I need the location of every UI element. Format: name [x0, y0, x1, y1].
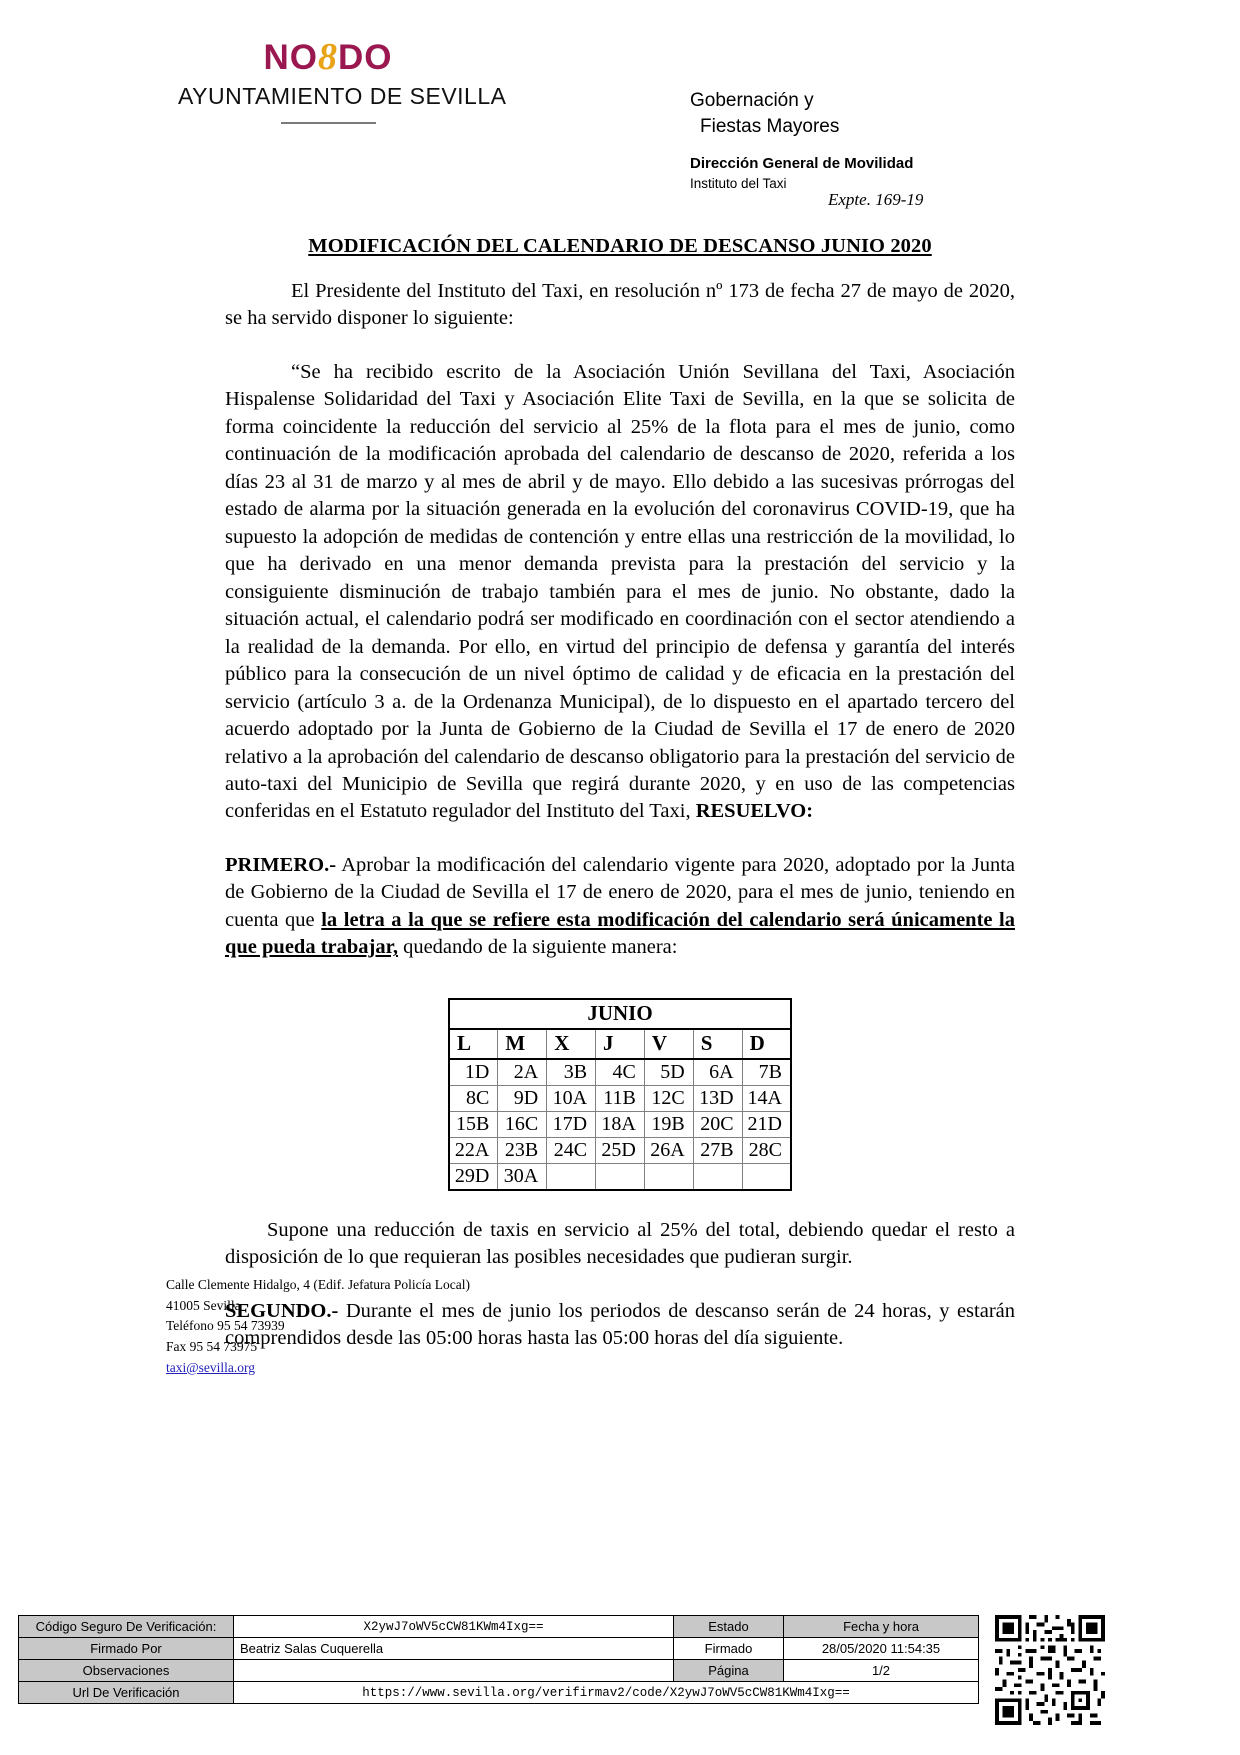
url-value[interactable]: https://www.sevilla.org/verifirmav2/code/X2ywJ7oWV5cCW81KWm4Ixg==: [234, 1682, 979, 1704]
calendar-cell: 15B: [449, 1111, 498, 1137]
paragraph-reduccion: Supone una reducción de taxis en servicio al 25% del total, debiendo quedar el resto a disposición de lo que requieran las posibles necesidades que pudieran surgir.: [225, 1218, 1015, 1269]
url-label: Url De Verificación: [19, 1682, 234, 1704]
instituto-taxi-subtitle: Instituto del Taxi: [690, 176, 787, 191]
expediente-number: Expte. 169-19: [828, 190, 924, 209]
calendar-cell: 2A: [498, 1059, 547, 1086]
calendar-month-header: JUNIO: [449, 999, 791, 1029]
address-street: Calle Clemente Hidalgo, 4 (Edif. Jefatura Policía Local): [166, 1277, 471, 1292]
calendar-cell: 1D: [449, 1059, 498, 1086]
primero-label: PRIMERO.-: [225, 853, 337, 876]
calendar-cell: 4C: [596, 1059, 645, 1086]
csv-label: Código Seguro De Verificación:: [19, 1616, 234, 1638]
address-fax: Fax 95 54 73975: [166, 1338, 258, 1354]
calendar-cell: 22A: [449, 1137, 498, 1163]
estado-label: Estado: [674, 1616, 784, 1638]
dow-sabado: S: [693, 1029, 742, 1059]
calendar-cell: 26A: [644, 1137, 693, 1163]
verification-footer: [18, 1615, 978, 1704]
direccion-general-title: Dirección General de Movilidad: [690, 155, 914, 172]
observaciones-label: Observaciones: [19, 1660, 234, 1682]
dow-martes: M: [498, 1029, 547, 1059]
department-block: [690, 88, 839, 139]
calendar-cell: 18A: [596, 1111, 645, 1137]
address-phone: Teléfono 95 54 73939: [166, 1318, 285, 1334]
verification-row-observaciones: [19, 1660, 979, 1682]
calendar-cell: 20C: [693, 1111, 742, 1137]
calendar-table-wrapper: [225, 998, 1015, 1191]
document-header: [0, 0, 1240, 225]
nosdo-prefix: NO: [263, 38, 318, 77]
direccion-block: [690, 153, 913, 194]
verification-table: [18, 1615, 979, 1704]
firmado-label: Firmado Por: [19, 1638, 234, 1660]
calendar-cell: 28C: [742, 1137, 791, 1163]
dow-jueves: J: [596, 1029, 645, 1059]
paragraph-resolucion-text: “Se ha recibido escrito de la Asociación Unión Sevillana del Taxi, Asociación Hispalense Solidaridad del Taxi y Asociación Elite Taxi de Sevilla, en la que se solicita de forma coincidente la reducción del servicio al 25% de la flota para el mes de junio, como continuación de la modificación aprobada del calendario de descanso de 2020, referida a los días 23 al 31 de marzo y al mes de abril y de mayo. Ello debido a las sucesivas prórrogas del estado de alarma por la situación generada en la evolución del coronavirus COVID-19, que ha supuesto la adopción de medidas de contención y entre ellas una restricción de la movilidad, lo que ha derivado en una menor demanda prevista para la prestación del servicio y la consiguiente disminución de trabajo también para el mes de junio. No obstante, dado la situación actual, el calendario podrá ser modificado en coordinación con el sector atendiendo a la realidad de la demanda. Por ello, en virtud del principio de defensa y garantía del interés público para la consecución de un nivel óptimo de calidad y de eficacia en la prestación del servicio (artículo 3 a. de la Ordenanza Municipal), de lo dispuesto en el apartado tercero del acuerdo adoptado por la Junta de Gobierno de la Ciudad de Sevilla el 17 de enero de 2020 relativo a la aprobación del calendario de descanso obligatorio para la prestación del servicio de auto-taxi del Municipio de Sevilla que regirá durante 2020, y en uso de las competencias conferidas en el Estatuto regulador del Instituto del Taxi,: [225, 360, 1015, 823]
document-body: [225, 258, 1015, 1353]
calendar-week-row: [449, 1163, 791, 1190]
calendar-cell: 30A: [498, 1163, 547, 1190]
primero-text-after: quedando de la siguiente manera:: [397, 936, 678, 959]
ayuntamiento-logo: [178, 36, 507, 124]
paragraph-primero: [225, 852, 1015, 962]
calendar-cell: 8C: [449, 1085, 498, 1111]
calendar-cell-empty: [742, 1163, 791, 1190]
nosdo-suffix: DO: [338, 38, 393, 77]
calendar-cell: 27B: [693, 1137, 742, 1163]
calendar-cell: 9D: [498, 1085, 547, 1111]
logo-subtitle: AYUNTAMIENTO DE SEVILLA: [178, 83, 507, 109]
department-line-2: Fiestas Mayores: [700, 115, 840, 137]
calendar-cell: 21D: [742, 1111, 791, 1137]
fecha-label: Fecha y hora: [784, 1616, 979, 1638]
calendar-week-row: [449, 1111, 791, 1137]
segundo-label: SEGUNDO.-: [225, 1299, 339, 1322]
fecha-value: 28/05/2020 11:54:35: [784, 1638, 979, 1660]
calendar-cell: 24C: [547, 1137, 596, 1163]
junio-calendar-table: [448, 998, 792, 1191]
pagina-value: 1/2: [784, 1660, 979, 1682]
calendar-cell: 12C: [644, 1085, 693, 1111]
spacer: [225, 1191, 1015, 1217]
page-title: MODIFICACIÓN DEL CALENDARIO DE DESCANSO JUNIO 2020: [308, 235, 932, 257]
calendar-dow-row: [449, 1029, 791, 1059]
calendar-cell: 13D: [693, 1085, 742, 1111]
verification-row-url: [19, 1682, 979, 1704]
calendar-cell: 7B: [742, 1059, 791, 1086]
address-postal: 41005 Sevilla: [166, 1297, 241, 1313]
calendar-cell-empty: [547, 1163, 596, 1190]
paragraph-resolucion: [225, 359, 1015, 826]
primero-emphasis: la letra a la que se refiere esta modificación del calendario será únicamente la que pueda trabajar,: [225, 908, 1016, 959]
qr-code-image: [995, 1615, 1105, 1725]
verification-row-firmado: [19, 1638, 979, 1660]
calendar-cell: 23B: [498, 1137, 547, 1163]
calendar-cell: 11B: [596, 1085, 645, 1111]
logo-divider: [281, 122, 376, 124]
calendar-cell: 14A: [742, 1085, 791, 1111]
calendar-cell: 19B: [644, 1111, 693, 1137]
primero-text-before: Aprobar la modificación del calendario vigente para 2020, adoptado por la Junta de Gobierno de la Ciudad de Sevilla el 17 de enero de 2020, para el mes de junio, teniendo en cuenta que: [225, 853, 1015, 931]
resuelvo-keyword: RESUELVO:: [695, 800, 814, 823]
dow-lunes: L: [449, 1029, 498, 1059]
spacer: [225, 339, 1015, 359]
spacer: [225, 832, 1015, 852]
verification-row-csv: [19, 1616, 979, 1638]
calendar-cell-empty: [693, 1163, 742, 1190]
pagina-label: Página: [674, 1660, 784, 1682]
nosdo-logotype: [178, 38, 478, 76]
calendar-cell-empty: [644, 1163, 693, 1190]
firmado-value: Beatriz Salas Cuquerella: [234, 1638, 674, 1660]
nosdo-knot-icon: 8: [318, 36, 338, 78]
address-email-link[interactable]: taxi@sevilla.org: [166, 1359, 256, 1375]
csv-value: X2ywJ7oWV5cCW81KWm4Ixg==: [234, 1616, 674, 1638]
calendar-cell: 16C: [498, 1111, 547, 1137]
segundo-text: Durante el mes de junio los periodos de descanso serán de 24 horas, y estarán comprendidos desde las 05:00 horas hasta las 05:00 horas del día siguiente.: [225, 1299, 1015, 1350]
department-line-1: Gobernación y: [690, 90, 814, 111]
calendar-cell: 17D: [547, 1111, 596, 1137]
dow-viernes: V: [644, 1029, 693, 1059]
paragraph-intro: El Presidente del Instituto del Taxi, en resolución nº 173 de fecha 27 de mayo de 2020, se ha servido disponer lo siguiente:: [225, 280, 1015, 330]
calendar-cell: 6A: [693, 1059, 742, 1086]
dow-miercoles: X: [547, 1029, 596, 1059]
qr-code: [995, 1615, 1105, 1725]
observaciones-value: [234, 1660, 674, 1682]
calendar-week-row: [449, 1059, 791, 1086]
calendar-cell: 5D: [644, 1059, 693, 1086]
calendar-month-row: [449, 999, 791, 1029]
calendar-cell-empty: [596, 1163, 645, 1190]
calendar-week-row: [449, 1085, 791, 1111]
calendar-cell: 25D: [596, 1137, 645, 1163]
calendar-cell: 3B: [547, 1059, 596, 1086]
calendar-cell: 10A: [547, 1085, 596, 1111]
dow-domingo: D: [742, 1029, 791, 1059]
estado-value: Firmado: [674, 1638, 784, 1660]
calendar-week-row: [449, 1137, 791, 1163]
address-footer: [166, 1275, 470, 1378]
calendar-cell: 29D: [449, 1163, 498, 1190]
